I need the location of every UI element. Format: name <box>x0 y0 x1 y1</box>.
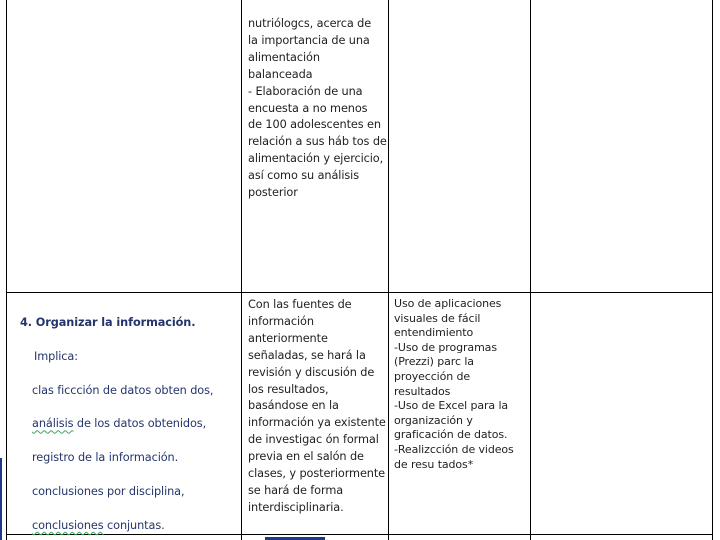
row-divider <box>6 292 713 293</box>
stage-line <box>20 518 240 535</box>
stage-line: Implica: <box>34 349 78 363</box>
resources-cell: Uso de aplicaciones visuales de fácil entendimiento -Uso de programas (Prezzi) parc la proyección de resultados -Uso de Excel para la organización y graficación de datos. -Realizcción de videos de resu tados* <box>394 297 514 471</box>
page-edge-accent <box>0 458 2 540</box>
spellcheck-word: análisis <box>32 417 74 431</box>
column-divider-2 <box>388 0 389 540</box>
stage-line: registro de la información. <box>32 451 179 465</box>
stage-line-rest: de los datos obtenidos, <box>73 417 207 431</box>
stage-line-rest: conjuntas. <box>103 518 165 532</box>
stage-cell <box>20 298 240 540</box>
stage-line <box>20 416 240 433</box>
method-cell: Con las fuentes de información anteriormente señaladas, se hará la revisión y discusión de los resultados, basándose en la información ya existente de investigac ón formal previa en el salón de clases, y posteriormente se hará de forma interdisciplinaria. <box>248 298 386 514</box>
column-divider-1 <box>241 0 242 540</box>
table-border-left <box>6 0 7 540</box>
column-divider-3 <box>530 0 531 540</box>
table-border-right <box>712 0 713 540</box>
top-row-activities-cell: nutriólogcs, acerca de la importancia de una alimentación balanceada - Elaboración de una encuesta a no menos de 100 adolescentes en relación a sus háb tos de alimentación y ejercicio, así como su análisis posterior <box>248 17 387 200</box>
stage-heading: 4. Organizar la información. <box>20 315 196 329</box>
stage-line: conclusiones por disciplina, <box>32 484 185 498</box>
spellcheck-word: conclusiones <box>32 518 104 532</box>
stage-line: clas ficcción de datos obten dos, <box>32 383 214 397</box>
